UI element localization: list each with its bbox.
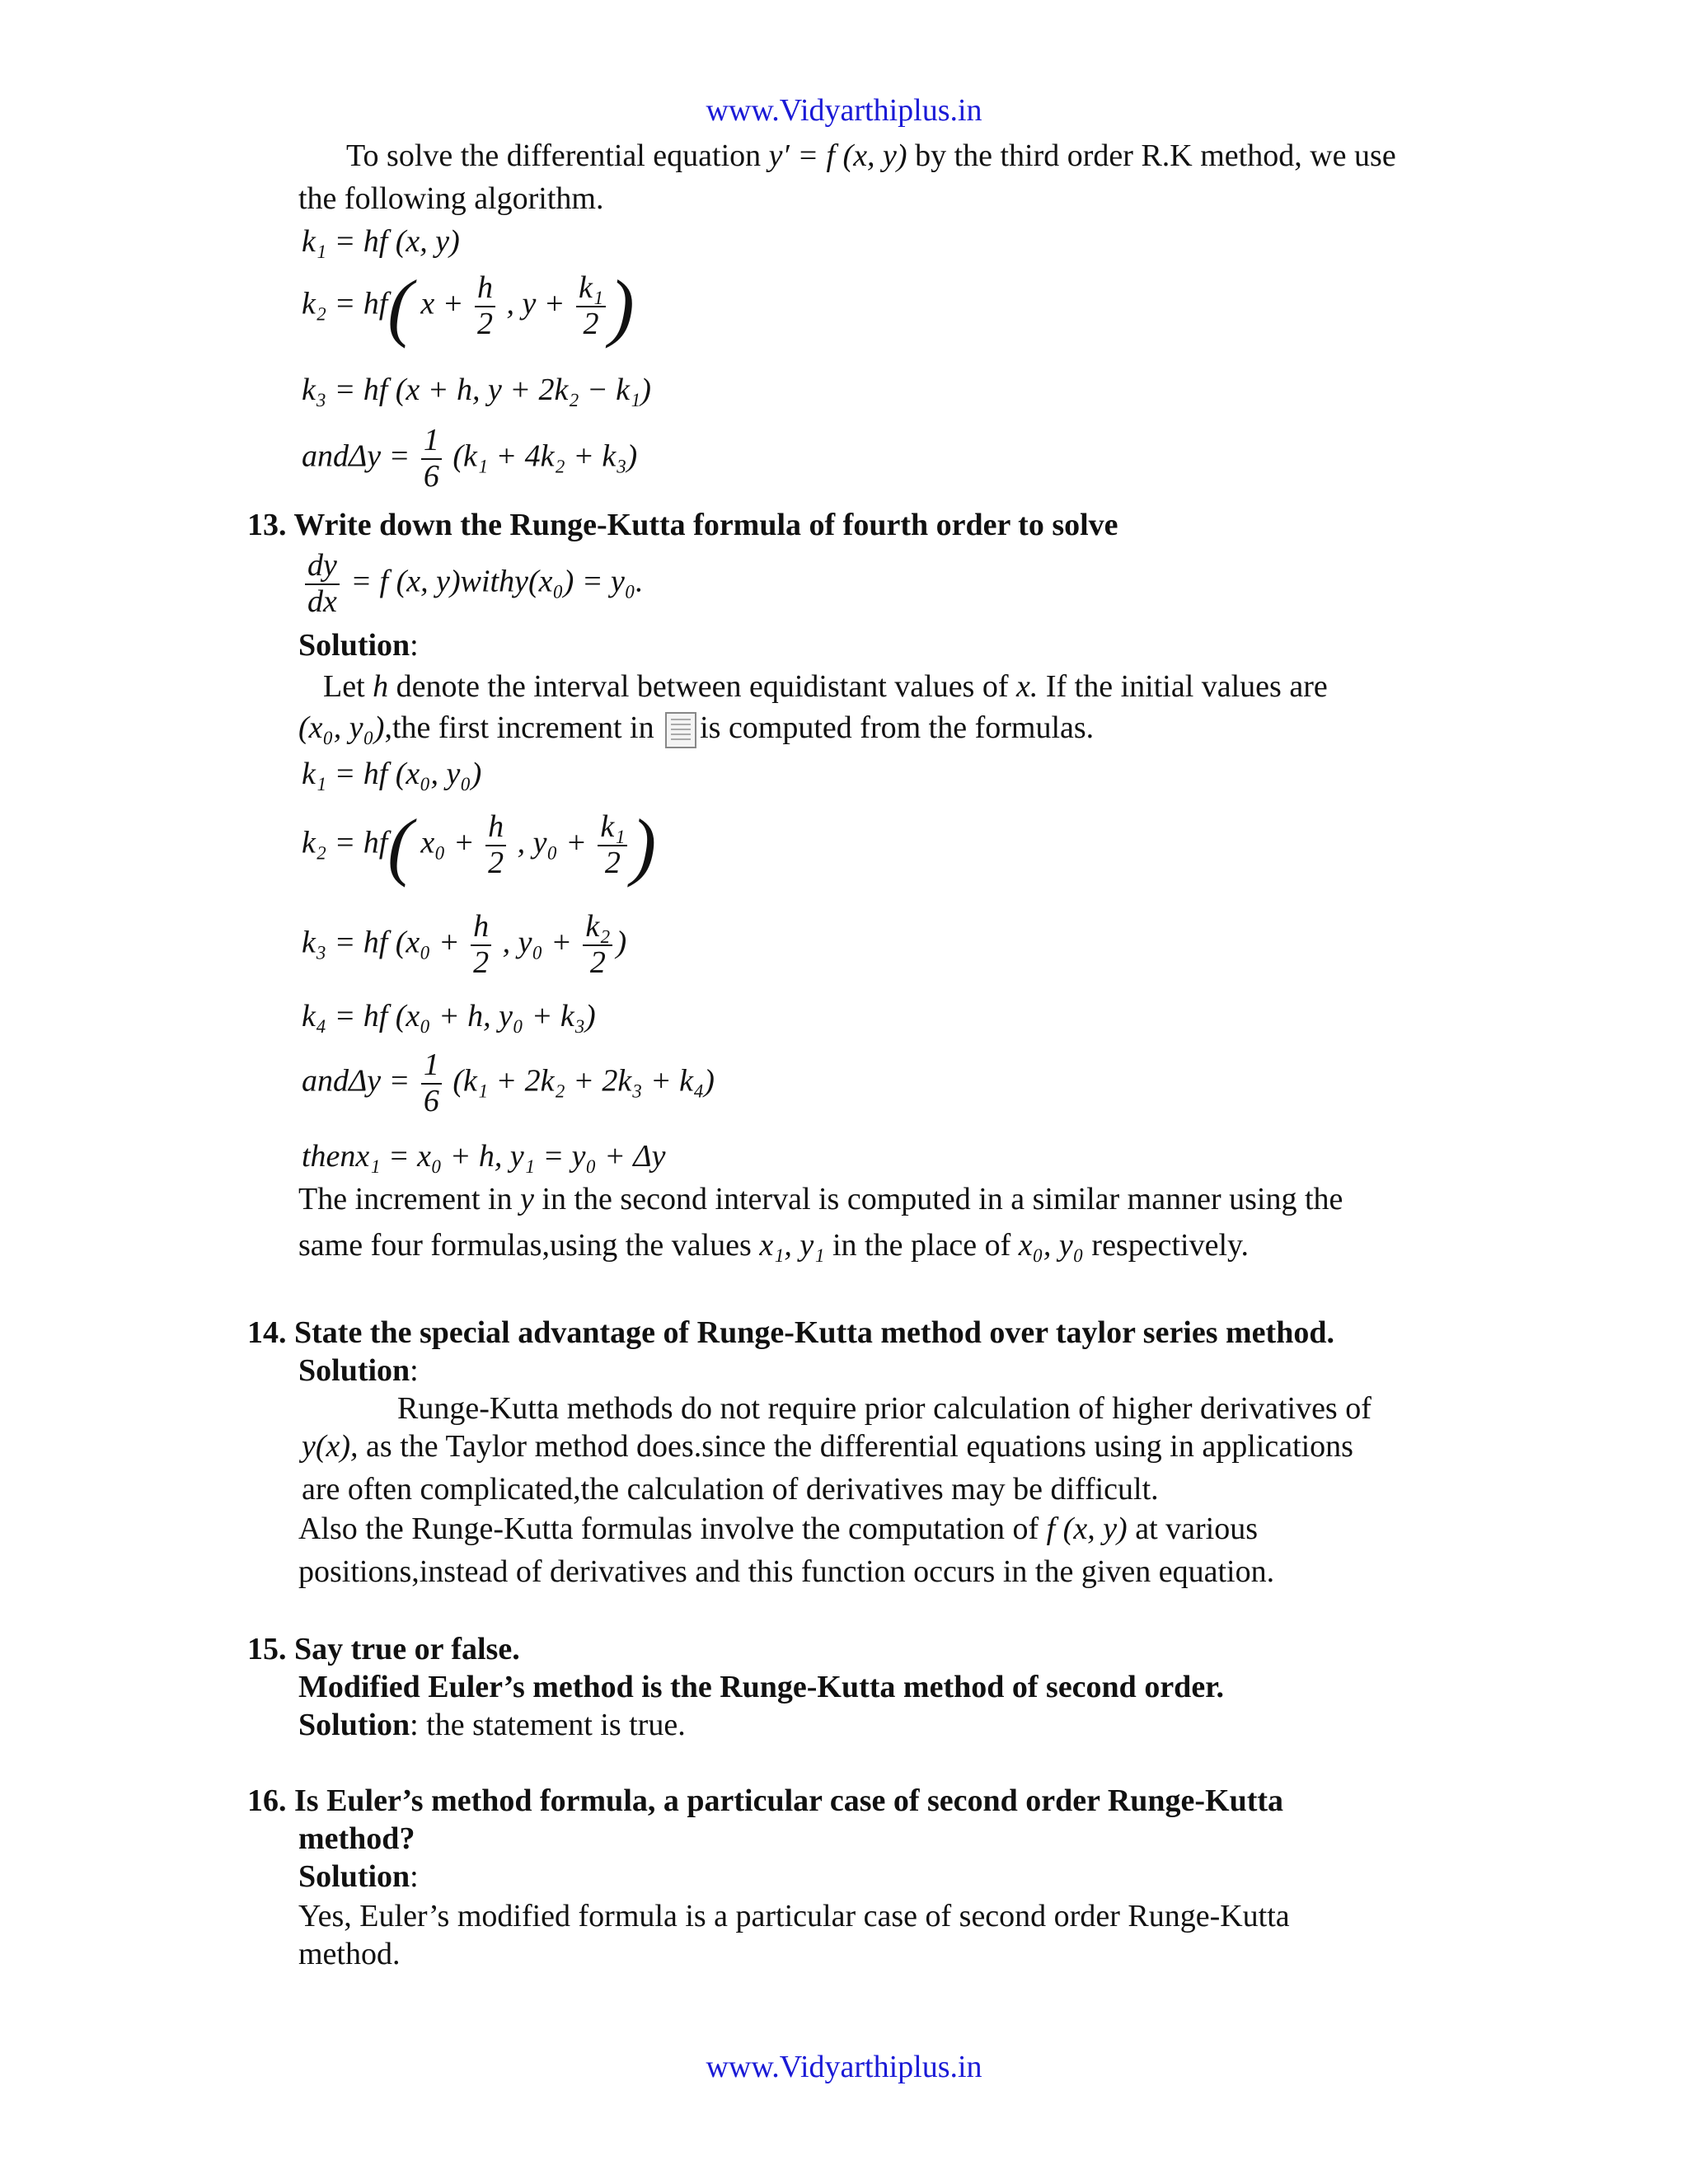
fraction: $\frac{\text{k₂}}{2}$ [583,910,612,981]
intro-equation: y′ = f (x, y) [768,138,907,173]
q15-statement: Modified Euler’s method is the Runge-Kutta method of second order. [298,1670,1225,1704]
fraction: $\frac{1}{6}$ [421,424,442,494]
rk3-k1: k₁ = hf (x, y) [302,224,460,259]
q13-k1: k₁ = hf (x₀, y₀) [302,757,482,791]
q16-line-2: method. [298,1937,401,1971]
q13-para-4: same four formulas,using the values x₁, y₁ in the place of x₀, y₀ respectively. [298,1228,1250,1263]
fraction: $\frac{1}{6}$ [421,1048,442,1119]
q14-title: 14. State the special advantage of Runge-Kutta method over taylor series method. [247,1315,1334,1350]
intro-line-2: the following algorithm. [298,181,604,216]
q13-para-3: The increment in y in the second interval is computed in a similar manner using the [298,1182,1343,1216]
q13-k2: k₂ = hf( x₀ + $\frac{h}{2}$ , y₀ + $\frac{\text{k₁}}{2}$ ) [302,804,657,888]
fraction: $\frac{dy}{dx}$ [305,549,340,620]
q14-line-5: positions,instead of derivatives and this function occurs in the given equation. [298,1554,1275,1589]
intro-text-2: by the third order R.K method, we use [915,138,1396,173]
q15-title: 15. Say true or false. [247,1632,520,1666]
intro-text: To solve the differential equation [346,138,762,173]
q16-title-1: 16. Is Euler’s method formula, a particular case of second order Runge-Kutta [247,1783,1284,1818]
q13-para-1: Let h denote the interval between equidistant values of x. If the initial values are [323,669,1328,704]
rk3-delta-y: andΔy = $\frac{1}{6}$ (k₁ + 4k₂ + k₃) [302,423,638,494]
rk3-k2: k₂ = hf( x + $\frac{h}{2}$ , y + $\frac{\text{k₁}}{2}$ ) [302,265,635,349]
fraction: $\frac{h}{2}$ [485,810,506,881]
fraction: $\frac{h}{2}$ [475,271,495,342]
q14-line-4: Also the Runge-Kutta formulas involve the computation of f (x, y) at various [298,1511,1259,1546]
q14-line-3: are often complicated,the calculation of derivatives may be difficult. [302,1472,1159,1507]
header-url[interactable]: www.Vidyarthiplus.in [706,93,982,128]
q14-line-1: Runge-Kutta methods do not require prior calculation of higher derivatives of [397,1391,1372,1426]
fraction: $\frac{\text{k₁}}{2}$ [598,810,627,881]
fraction: $\frac{\text{k₁}}{2}$ [576,271,606,342]
q13-equation: $\frac{dy}{dx}$ = f (x, y)withy(x₀) = y₀. [302,549,644,620]
q14-solution-label: Solution: [298,1353,419,1388]
q14-line-2: y(x), as the Taylor method does.since the differential equations using in applications [302,1429,1353,1464]
q16-title-2: method? [298,1821,415,1856]
fraction: $\frac{h}{2}$ [471,910,491,981]
footer-url[interactable]: www.Vidyarthiplus.in [706,2050,982,2084]
q16-line-1: Yes, Euler’s modified formula is a particular case of second order Runge-Kutta [298,1899,1290,1933]
rk3-k3: k₃ = hf (x + h, y + 2k₂ − k₁) [302,373,651,407]
q13-para-2: (x₀, y₀),the first increment in is computed from the formulas. [298,710,1094,748]
intro-line-1 [346,138,1396,175]
q13-k3: k₃ = hf (x₀ + $\frac{h}{2}$ , y₀ + $\frac{\text{k₂}}{2}$ ) [302,909,627,980]
q16-solution-label: Solution: [298,1859,419,1894]
q13-k4: k₄ = hf (x₀ + h, y₀ + k₃) [302,999,596,1033]
q13-then: thenx₁ = x₀ + h, y₁ = y₀ + Δy [302,1139,666,1174]
q13-title: 13. Write down the Runge-Kutta formula of fourth order to solve [247,508,1118,542]
q13-solution-label: Solution: [298,628,419,663]
q15-solution: Solution: the statement is true. [298,1708,686,1742]
q13-delta-y: andΔy = $\frac{1}{6}$ (k₁ + 2k₂ + 2k₃ + k₄) [302,1047,715,1118]
embedded-object-icon [665,712,696,748]
